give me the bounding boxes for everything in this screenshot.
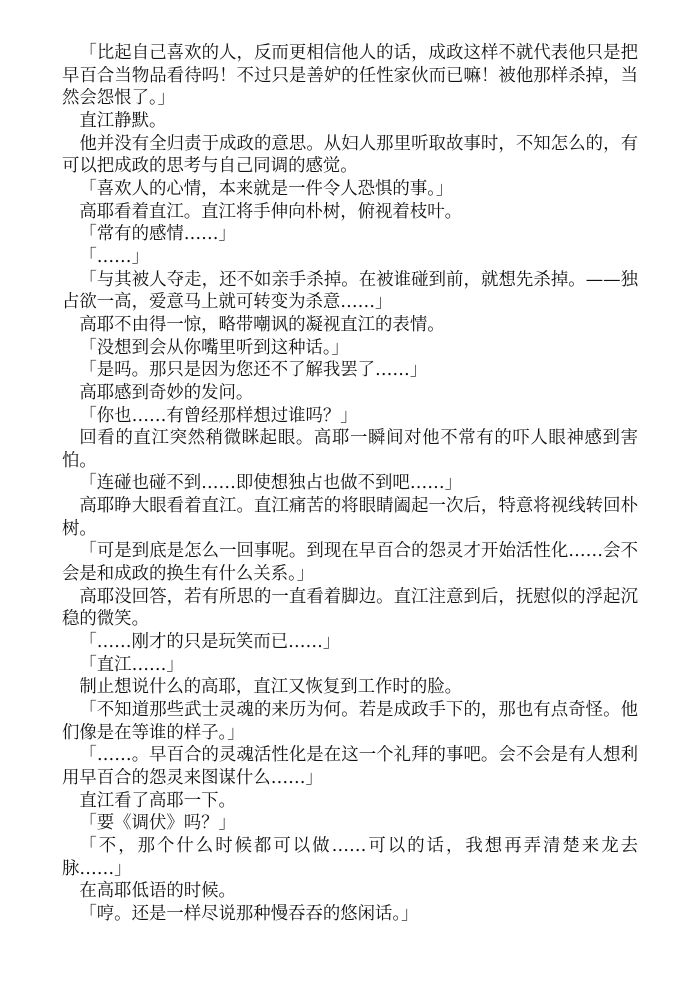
paragraph: 他并没有全归责于成政的意思。从妇人那里听取故事时，不知怎么的，有可以把成政的思考与自己同调的感觉。 xyxy=(62,133,638,177)
paragraph: 「要《调伏》吗？」 xyxy=(79,813,236,834)
paragraph: 「没想到会从你嘴里听到这种话。」 xyxy=(79,337,349,358)
paragraph: 「常有的感情……」 xyxy=(79,224,236,245)
paragraph: 高耶不由得一惊，略带嘲讽的凝视直江的表情。 xyxy=(79,314,445,335)
paragraph: 「可是到底是怎么一回事呢。到现在早百合的怨灵才开始活性化……会不会是和成政的换生有什么关系。」 xyxy=(62,541,638,585)
paragraph: 高耶感到奇妙的发问。 xyxy=(79,382,254,403)
paragraph: 直江静默。 xyxy=(79,110,167,131)
paragraph: 「连碰也碰不到……即使想独占也做不到吧……」 xyxy=(79,473,462,494)
paragraph: 「……刚才的只是玩笑而已……」 xyxy=(79,632,341,653)
paragraph: 「……。早百合的灵魂活性化是在这一个礼拜的事吧。会不会是有人想利用早百合的怨灵来图谋什么……」 xyxy=(62,745,638,788)
paragraph: 在高耶低语的时候。 xyxy=(79,881,236,902)
paragraph: 高耶睁大眼看着直江。直江痛苦的将眼睛阖起一次后，特意将视线转回朴树。 xyxy=(62,496,638,539)
paragraph: 制止想说什么的高耶，直江又恢复到工作时的脸。 xyxy=(79,677,462,698)
paragraph: 「你也……有曾经那样想过谁吗？」 xyxy=(79,405,358,426)
paragraph: 「是吗。那只是因为您还不了解我罢了……」 xyxy=(79,360,428,381)
paragraph: 「与其被人夺走，还不如亲手杀掉。在被谁碰到前，就想先杀掉。——独占欲一高，爱意马上就可转变为杀意……」 xyxy=(62,269,638,313)
novel-text-body xyxy=(62,42,638,926)
paragraph: 直江看了高耶一下。 xyxy=(79,790,236,811)
paragraph: 高耶没回答，若有所思的一直看着脚边。直江注意到后，抚慰似的浮起沉稳的微笑。 xyxy=(62,586,638,630)
paragraph: 高耶看着直江。直江将手伸向朴树，俯视着枝叶。 xyxy=(79,201,462,222)
paragraph: 「喜欢人的心情，本来就是一件令人恐惧的事。」 xyxy=(79,178,454,199)
paragraph: 「不知道那些武士灵魂的来历为何。若是成政手下的，那也有点奇怪。他们像是在等谁的样子。」 xyxy=(62,700,638,743)
paragraph: 「哼。还是一样尽说那种慢吞吞的悠闲话。」 xyxy=(79,903,419,924)
paragraph: 「直江……」 xyxy=(79,654,184,675)
paragraph: 回看的直江突然稍微眯起眼。高耶一瞬间对他不常有的吓人眼神感到害怕。 xyxy=(62,428,638,471)
paragraph: 「不，那个什么时候都可以做……可以的话，我想再弄清楚来龙去脉……」 xyxy=(62,835,638,879)
paragraph: 「比起自己喜欢的人，反而更相信他人的话，成政这样不就代表他只是把早百合当物品看待吗！不过只是善妒的任性家伙而已嘛！被他那样杀掉，当然会怨恨了。」 xyxy=(62,43,638,109)
paragraph: 「……」 xyxy=(79,246,149,267)
